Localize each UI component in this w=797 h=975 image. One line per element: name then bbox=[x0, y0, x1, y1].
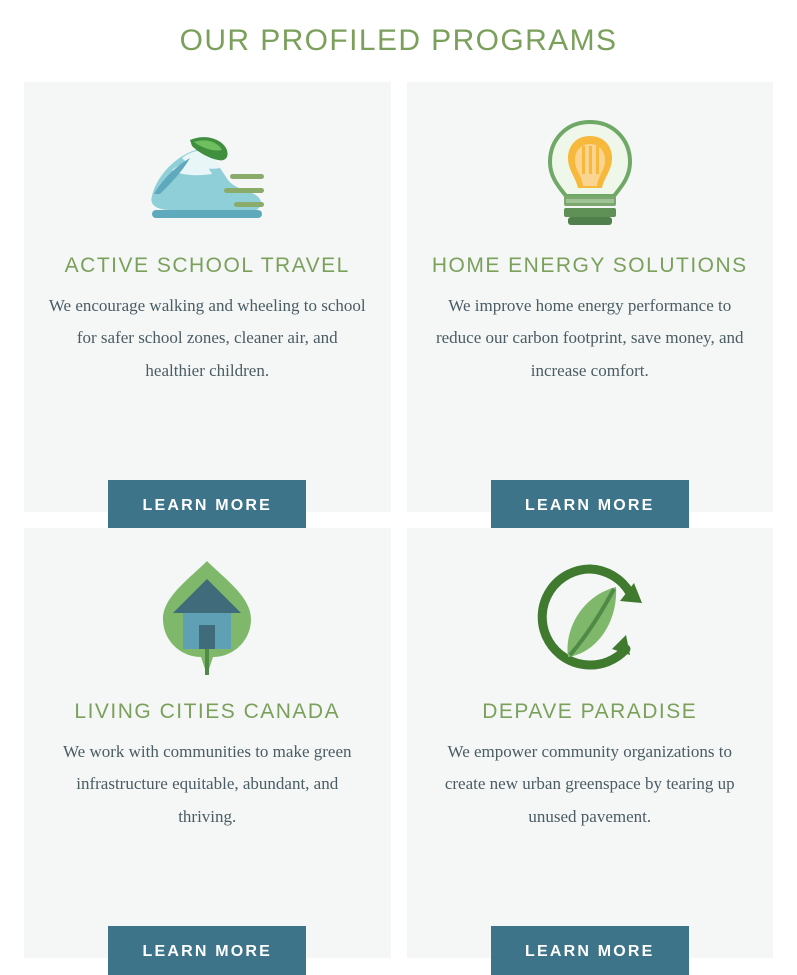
program-card-active-school-travel[interactable] bbox=[24, 82, 391, 512]
card-title: LIVING CITIES CANADA bbox=[74, 700, 341, 723]
program-card-home-energy-solutions[interactable] bbox=[407, 82, 774, 512]
learn-more-button[interactable]: LEARN MORE bbox=[108, 926, 306, 975]
card-description: We encourage walking and wheeling to school for safer school zones, cleaner air, and healthier children. bbox=[48, 296, 366, 380]
card-action-wrap bbox=[427, 898, 754, 958]
card-action-wrap bbox=[427, 452, 754, 512]
learn-more-button[interactable]: LEARN MORE bbox=[108, 480, 306, 532]
page-title: OUR PROFILED PROGRAMS bbox=[179, 24, 618, 57]
lightbulb-icon bbox=[530, 108, 650, 238]
card-title: ACTIVE SCHOOL TRAVEL bbox=[64, 254, 350, 277]
card-description: We improve home energy performance to reduce our carbon footprint, save money, and increase comfort. bbox=[435, 296, 744, 380]
card-description: We empower community organizations to create new urban greenspace by tearing up unused pavement. bbox=[444, 742, 735, 826]
card-title: HOME ENERGY SOLUTIONS bbox=[431, 254, 748, 277]
learn-more-button[interactable]: LEARN MORE bbox=[491, 926, 689, 975]
card-action-wrap bbox=[44, 898, 371, 958]
card-description: We work with communities to make green infrastructure equitable, abundant, and thriving. bbox=[62, 742, 352, 826]
card-title: DEPAVE PARADISE bbox=[482, 700, 698, 723]
house-in-leaf-icon bbox=[147, 554, 267, 684]
programs-grid bbox=[0, 58, 797, 958]
learn-more-button[interactable]: LEARN MORE bbox=[491, 480, 689, 532]
leaf-recycle-icon bbox=[530, 554, 650, 684]
program-card-depave-paradise[interactable] bbox=[407, 528, 774, 958]
card-action-wrap bbox=[44, 452, 371, 512]
program-card-living-cities-canada[interactable] bbox=[24, 528, 391, 958]
running-shoe-icon bbox=[142, 108, 272, 238]
